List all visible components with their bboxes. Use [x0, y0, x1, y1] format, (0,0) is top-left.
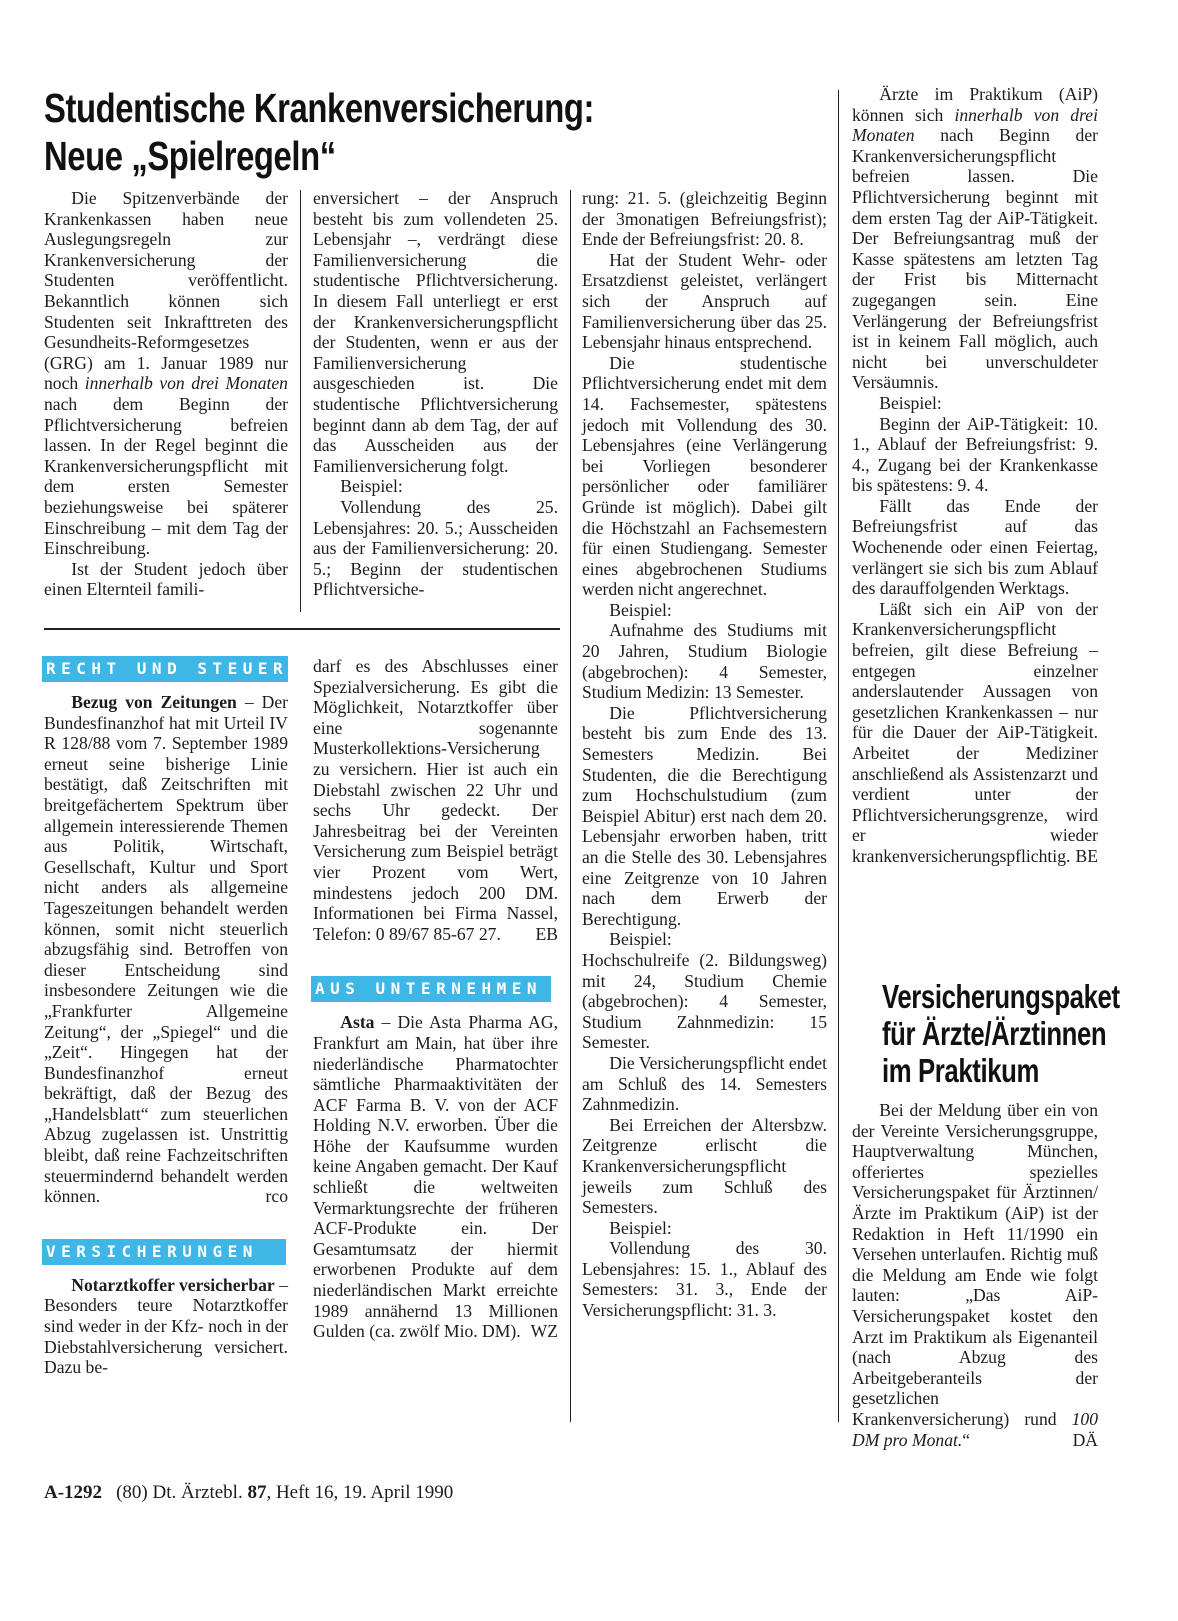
article2-body: [852, 1100, 1098, 1450]
news-item: Asta – Die Asta Pharma AG, Frankfurt am Main, hat über ihre niederländische Pharmatochter sämtliche Pharmaaktivitäten der ACF Farma B. V. von der ACF Holding N.V. erworben. Über die Höhe der Kaufsumme wurden keine Angaben gemacht. Der Kauf schließt die weltweiten Vermarktungsrechte der früheren ACF-Produkte ein. Der Gesamtumsatz der hiermit erworbenen Produkte auf dem niederländischen Markt erreichte 1989 annähernd 13 Millionen Gulden (ca. zwölf Mio. DM). WZ: [313, 1012, 558, 1342]
author-signature: rco: [265, 1186, 288, 1207]
article-column-4: [852, 84, 1098, 867]
news-column-2: [313, 656, 558, 1342]
article-column-2: [313, 188, 558, 600]
column-rule: [570, 190, 571, 1422]
article-paragraph: Ärzte im Praktikum (AiP) können sich innerhalb von drei Monaten nach Beginn der Krankenversicherungspflicht befreien lassen. Die Pflichtversicherung beginnt mit dem ersten Tag der AiP-Tätigkeit. Der Befreiungsantrag muß der Kasse spätestens am letzten Tag der Frist bis Mitternacht zugegangen sein. Eine Verlängerung der Befreiungsfrist ist in keinem Fall möglich, auch nicht bei unverschuldeter Versäumnis.: [852, 84, 1098, 393]
journal-citation-prefix: (80) Dt. Ärztebl.: [116, 1482, 248, 1503]
example-text: Beginn der AiP-Tätigkeit: 10. 1., Ablauf der Befreiungsfrist: 9. 4., Zugang bei der Krankenkasse bis spätestens: 9. 4.: [852, 413, 1098, 496]
article-paragraph: Hat der Student Wehr- oder Ersatzdienst geleistet, verlängert sich der Anspruch auf Familienversicherung über das 25. Lebensjahr hinaus entsprechend.: [582, 249, 827, 353]
side-headline-line1: Versicherungspaket: [882, 978, 1120, 1015]
section-banner-aus-unternehmen: AUS UNTERNEHMEN: [311, 976, 551, 1002]
article-paragraph: Die studentische Pflichtversicherung endet mit dem 14. Fachsemester, spätestens jedoch mit Vollendung des 30. Lebensjahres (eine Verlängerung bei Vorliegen besonderer persönlicher oder familiärer Gründe ist möglich). Dabei gilt die Höchstzahl an Fachsemestern für einen Studiengang. Semester eines abgebrochenen Studiums werden nicht angerechnet.: [582, 352, 827, 600]
side-headline-line2: für Ärzte/Ärztinnen: [882, 1015, 1107, 1052]
article-paragraph: enversichert – der Anspruch besteht bis zum vollendeten 25. Lebensjahr –, verdrängt diese Familienversicherung die studentische Pflichtversicherung. In diesem Fall unterliegt er erst der Krankenversicherungspflicht der Studenten, wenn er aus der Familienversicherung ausgeschieden ist. Die studentische Pflichtversicherung beginnt dann ab dem Tag, der auf das Ausscheiden aus der Familienversicherung folgt.: [313, 188, 558, 476]
column-rule: [300, 190, 301, 612]
author-signature: BE: [1075, 845, 1098, 866]
article-paragraph: Läßt sich ein AiP von der Krankenversicherungspflicht befreien, gilt diese Befreiung – entgegen einzelner anderslautender Aussagen von gesetzlichen Krankenkassen – nur für die Dauer der AiP-Tätigkeit. Arbeitet der Mediziner anschließend als Assistenzarzt und verdient unter der Pflichtversicherungsgrenze, wird er wieder krankenversicherungspflichtig. BE: [852, 598, 1098, 866]
article-paragraph: Die Versicherungspflicht endet am Schluß des 14. Semesters Zahnmedizin.: [582, 1052, 827, 1115]
example-text: Vollendung des 30. Lebensjahres: 15. 1., Ablauf des Semesters: 31. 3., Ende der Versicherungspflicht: 31. 3.: [582, 1238, 827, 1321]
author-signature: WZ: [530, 1321, 558, 1342]
example-label: Beispiel:: [609, 929, 672, 950]
article-paragraph: Fällt das Ende der Befreiungsfrist auf das Wochenende oder einen Feiertag, verlängert sie sich bis zum Ablauf des darauffolgenden Werktags.: [852, 495, 1098, 599]
author-signature: EB: [535, 923, 558, 944]
author-signature: DÄ: [1072, 1429, 1098, 1450]
main-headline: [44, 84, 668, 180]
main-headline-line2: Neue „Spielregeln“: [44, 133, 336, 179]
example-text: Hochschulreife (2. Bildungsweg) mit 24, Studium Chemie (abgebrochen): 4 Semester, Studium Zahnmedizin: 15 Semester.: [582, 949, 827, 1053]
section-banner-recht-und-steuer: RECHT UND STEUER: [42, 656, 288, 682]
news-item-continued: darf es des Abschlusses einer Spezialversicherung. Es gibt die Möglichkeit, Notarztkoffer über eine sogenannte Musterkollektions-Versicherung zu versichern. Hier ist auch ein Diebstahl zwischen 22 Uhr und sechs Uhr gedeckt. Der Jahresbeitrag bei der Vereinten Versicherung zum Beispiel beträgt vier Prozent vom Wert, mindestens jedoch 200 DM. Informationen bei Firma Nassel, Telefon: 0 89/67 85-67 27. EB: [313, 656, 558, 944]
article-paragraph: Bei Erreichen der Altersbzw. Zeitgrenze erlischt die Krankenversicherungspflicht jeweils zum Schluß des Semesters.: [582, 1114, 827, 1218]
example-label: Beispiel:: [879, 392, 942, 413]
journal-volume: 87: [247, 1482, 267, 1503]
example-label: Beispiel:: [609, 1217, 672, 1238]
side-headline: [882, 978, 1139, 1089]
section-divider: [44, 628, 560, 630]
example-text: Vollendung des 25. Lebensjahres: 20. 5.; Ausscheiden aus der Familienversicherung: 20. 5.; Beginn der studentischen Pflichtversiche-: [313, 496, 558, 600]
article-paragraph: Die Pflichtversicherung besteht bis zum Ende des 13. Semesters Medizin. Bei Studenten, die die Berechtigung zum Hochschulstudium (zum Beispiel Abitur) erst nach dem 20. Lebensjahr erworben haben, tritt an die Stelle des 30. Lebensjahres eine Zeitgrenze von 10 Jahren nach dem Erwerb der Berechtigung.: [582, 702, 827, 929]
example-label: Beispiel:: [609, 599, 672, 620]
news-column-1: [44, 656, 288, 1378]
article-column-3: [582, 188, 827, 1321]
page-footer: [44, 1482, 453, 1504]
column-rule: [838, 90, 839, 1422]
main-headline-line1: Studentische Krankenversicherung:: [44, 85, 595, 131]
article-paragraph: rung: 21. 5. (gleichzeitig Beginn der 3monatigen Befreiungsfrist); Ende der Befreiungsfrist: 20. 8.: [582, 188, 827, 250]
news-item: Bezug von Zeitungen – Der Bundesfinanzhof hat mit Urteil IV R 128/88 vom 7. September 1989 erneut seine bisherige Linie bestätigt, daß Zeitschriften mit breitgefächertem Spektrum über allgemein interessierende Themen aus Politik, Wirtschaft, Gesellschaft, Kultur und Sport nicht anders als allgemeine Tageszeitungen behandelt werden können, somit nicht steuerlich abzugsfähig sind. Betroffen von dieser Entscheidung sind insbesondere Zeitungen wie die „Frankfurter Allgemeine Zeitung“, der „Spiegel“ und die „Zeit“. Hingegen hat der Bundesfinanzhof erneut bekräftigt, daß der Bezug des „Handelsblatt“ zum steuerlichen Abzug zugelassen ist. Unstrittig bleibt, daß reine Fachzeitschriften steuermindernd behandelt werden können. rco: [44, 692, 288, 1207]
section-banner-versicherungen: VERSICHERUNGEN: [42, 1239, 286, 1265]
example-label: Beispiel:: [340, 476, 403, 497]
news-item: Notarztkoffer versicherbar – Besonders teure Notarztkoffer sind weder in der Kfz- noch in der Diebstahlversicherung versichert. Dazu be-: [44, 1274, 288, 1378]
article-column-1: [44, 188, 288, 600]
article-paragraph: Bei der Meldung über ein von der Vereinte Versicherungsgruppe, Hauptverwaltung München, offeriertes spezielles Versicherungspaket für Ärztinnen/Ärzte im Praktikum (AiP) ist der Redaktion in Heft 11/1990 ein Versehen unterlaufen. Richtig muß die Meldung am Ende wie folgt lauten: „Das AiP-Versicherungspaket kostet den Arzt im Praktikum als Eigenanteil (nach Abzug des Arbeitgeberanteils der gesetzlichen Krankenversicherung) rund 100 DM pro Monat.“ DÄ: [852, 1100, 1098, 1450]
side-headline-line3: im Praktikum: [882, 1052, 1039, 1089]
article-paragraph: Die Spitzenverbände der Krankenkassen haben neue Auslegungsregeln zur Krankenversicherung der Studenten veröffentlicht. Bekanntlich können sich Studenten seit Inkrafttreten des Gesundheits-Reformgesetzes (GRG) am 1. Januar 1989 nur noch innerhalb von drei Monaten nach dem Beginn der Pflichtversicherung befreien lassen. In der Regel beginnt die Krankenversicherungspflicht mit dem ersten Semester beziehungsweise bei späterer Einschreibung – mit dem Tag der Einschreibung.: [44, 188, 288, 559]
page-number: A-1292: [44, 1482, 103, 1503]
example-text: Aufnahme des Studiums mit 20 Jahren, Studium Biologie (abgebrochen): 4 Semester, Studium Medizin: 13 Semester.: [582, 620, 827, 703]
article-paragraph: Ist der Student jedoch über einen Elternteil famili-: [44, 558, 288, 600]
journal-citation-suffix: , Heft 16, 19. April 1990: [266, 1482, 454, 1503]
